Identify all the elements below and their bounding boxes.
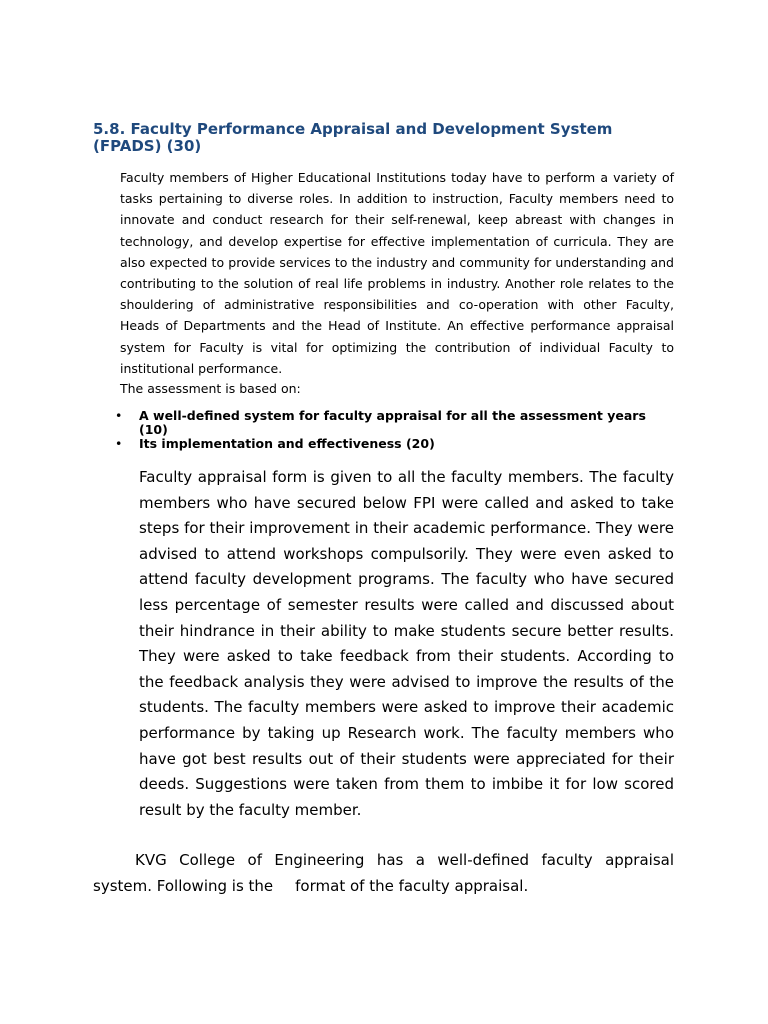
assessment-intro: The assessment is based on: [120, 381, 301, 396]
closing-paragraph [93, 848, 674, 899]
bullet-icon: • [115, 408, 123, 423]
criteria-item [115, 436, 679, 451]
closing-text-end: format of the faculty appraisal. [295, 876, 529, 895]
intro-paragraph: Faculty members of Higher Educational Institutions today have to perform a variety of tasks pertaining to diverse roles. In addition to instruction, Faculty members need to innovate and conduct research for their self-renewal, keep abreast with changes in technology, and develop expertise for effective implementation of curricula. They are also expected to provide services to the industry and community for understanding and contributing to the solution of real life problems in industry. Another role relates to the shouldering of administrative responsibilities and co-operation with other Faculty, Heads of Departments and the Head of Institute. An effective performance appraisal system for Faculty is vital for optimizing the contribution of individual Faculty to institutional performance. [120, 170, 674, 376]
criteria-item-text: A well-defined system for faculty appraisal for all the assessment years (10) [139, 408, 646, 437]
criteria-list [115, 408, 679, 451]
closing-text-start: KVG College of Engineering has a well-defined faculty appraisal system. Following is the [93, 851, 674, 895]
section-heading: 5.8. Faculty Performance Appraisal and Development System (FPADS) (30) [93, 120, 613, 155]
criteria-item [115, 408, 679, 437]
appraisal-description-paragraph: Faculty appraisal form is given to all the faculty members. The faculty members who have secured below FPI were called and asked to take steps for their improvement in their academic performance. They were advised to attend workshops compulsorily. They were even asked to attend faculty development programs. The faculty who have secured less percentage of semester results were called and discussed about their hindrance in their ability to make students secure better results. They were asked to take feedback from their students. According to the feedback analysis they were advised to improve the results of the students. The faculty members were asked to improve their academic performance by taking up Research work. The faculty members who have got best results out of their students were appreciated for their deeds. Suggestions were taken from them to imbibe it for low scored result by the faculty member. [139, 468, 674, 819]
bullet-icon: • [115, 436, 123, 451]
criteria-item-text: Its implementation and effectiveness (20) [139, 436, 435, 451]
